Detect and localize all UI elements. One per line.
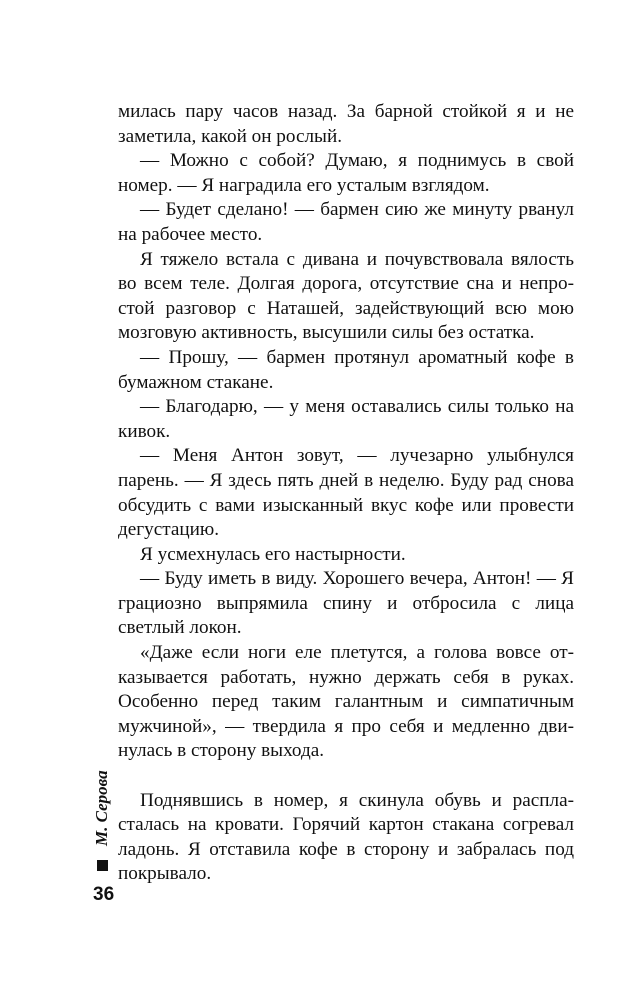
body-text: [118, 100, 574, 887]
running-head-square-mark: [97, 860, 108, 871]
paragraph-2: — Можно с собой? Думаю, я поднимусь в свой номер. — Я наградила его усталым взглядом.: [118, 150, 574, 196]
paragraph-1: милась пару часов назад. За барной стойкой я и не заметила, какой он рослый.: [118, 101, 574, 147]
paragraph-10: «Даже если ноги еле плетутся, а голова вовсе отказывается работать, нужно держать себя в руках. Особенно перед таким галантным и симпатичным мужчиной», — твердила я про себя и медленно двинулась в сторону выхода.: [118, 642, 574, 762]
paragraph-4: Я тяжело встала с дивана и почувствовала вялость во всем теле. Долгая дорога, отсутствие сна и непростой разговор с Наташей, задействующий всю мою мозговую активность, высушили силы без остатка.: [118, 248, 574, 344]
paragraph-9: — Буду иметь в виду. Хорошего вечера, Антон! — Я грациозно выпрямила спину и отбросила с лица светлый локон.: [118, 568, 574, 639]
running-head-author: М. Серова: [92, 770, 111, 846]
paragraph-8: Я усмехнулась его настырности.: [140, 543, 406, 565]
paragraph-5: — Прошу, — бармен протянул ароматный кофе в бумажном стакане.: [118, 346, 574, 393]
paragraph-7: — Меня Антон зовут, — лучезарно улыбнулся парень. — Я здесь пять дней в неделю. Буду рад снова обсудить с вами изысканный вкус кофе или провести дегустацию.: [118, 445, 574, 541]
page-number: 36: [93, 884, 115, 905]
paragraph-3: — Будет сделано! — бармен сию же минуту рванул на рабочее место.: [118, 199, 574, 245]
paragraph-6: — Благодарю, — у меня оставались силы только на кивок.: [118, 396, 574, 442]
paragraph-11: Поднявшись в номер, я скинула обувь и распласталась на кровати. Горячий картон стакана согревал ладонь. Я отставила кофе в сторону и забралась под покрывало.: [118, 789, 574, 885]
